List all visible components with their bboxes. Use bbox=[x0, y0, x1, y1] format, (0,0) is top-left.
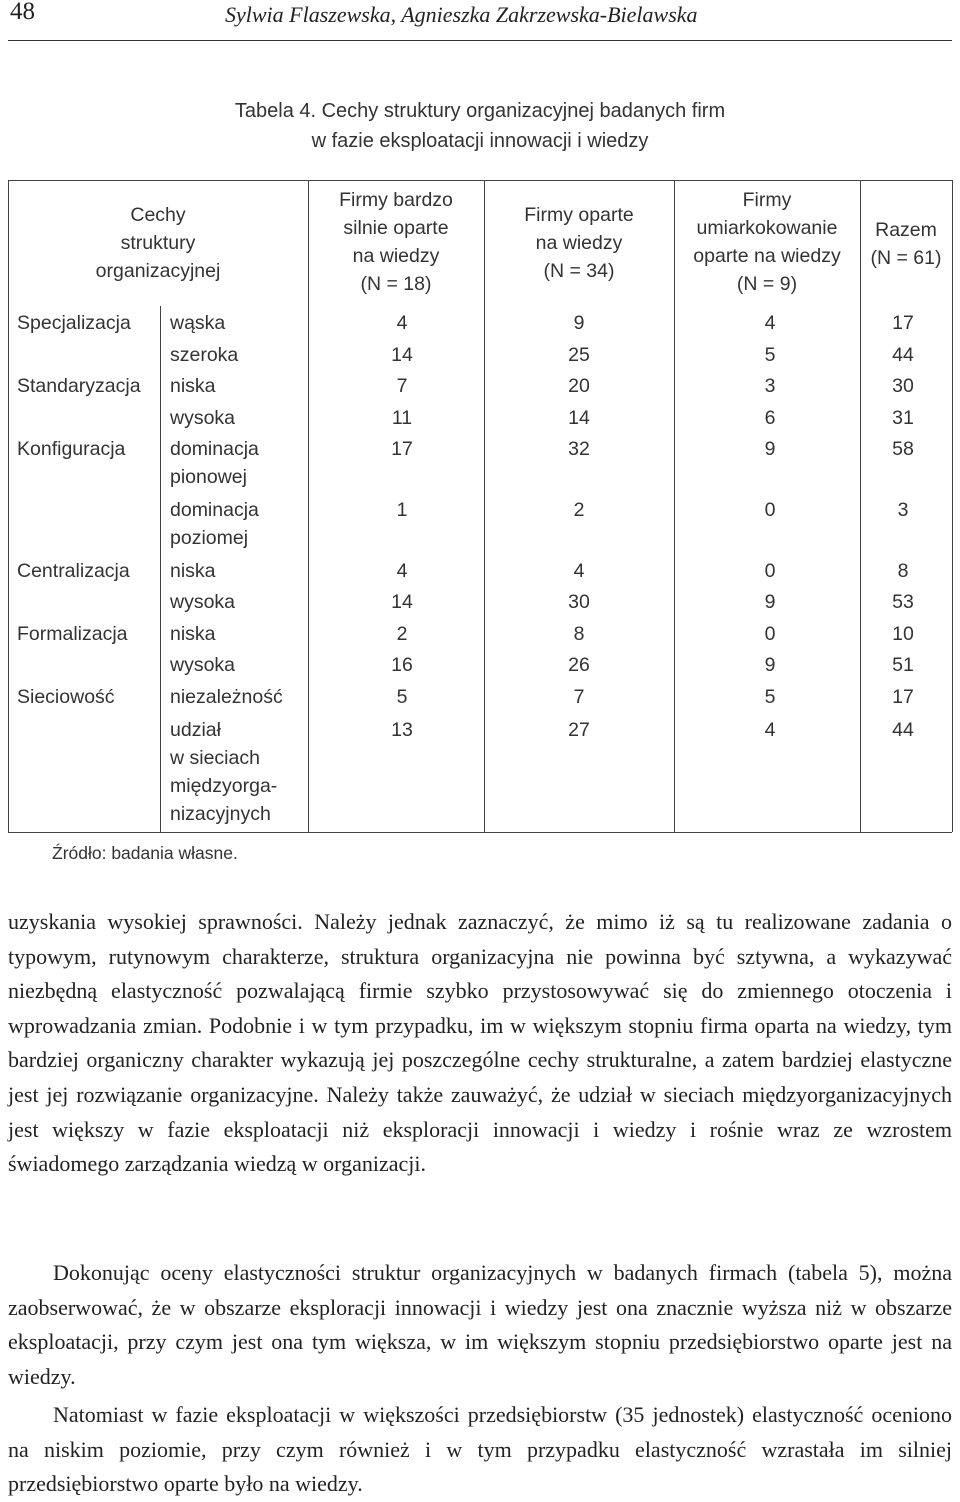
value-cell: 4 bbox=[573, 560, 585, 582]
value-cell: 30 bbox=[568, 591, 590, 613]
value-cell: 11 bbox=[391, 407, 413, 429]
value-cell: 3 bbox=[764, 375, 776, 397]
header-line: Razem bbox=[875, 219, 937, 241]
value-cell: 14 bbox=[568, 407, 590, 429]
value-cell: 20 bbox=[568, 375, 590, 397]
value-cell: 9 bbox=[573, 312, 585, 334]
value-cell: 2 bbox=[573, 499, 585, 521]
value-cell: 6 bbox=[764, 407, 776, 429]
header-rule bbox=[8, 40, 952, 41]
subcategory-line: w sieciach bbox=[170, 747, 260, 769]
value-cell: 4 bbox=[764, 719, 776, 741]
value-cell: 0 bbox=[764, 623, 776, 645]
value-cell: 9 bbox=[764, 591, 776, 613]
value-cell: 2 bbox=[396, 623, 408, 645]
header-line: organizacyjnej bbox=[95, 260, 221, 282]
subcategory-cell: wysoka bbox=[170, 591, 236, 613]
subcategory-cell: niezależność bbox=[170, 686, 283, 708]
header-line: Firmy bbox=[742, 189, 792, 211]
body-paragraph: uzyskania wysokiej sprawności. Należy jednak zaznaczyć, że mimo iż są tu realizowane zadania o typowym, rutynowym charakterze, struktura organizacyjna nie powinna być sztywna, a wykazywać niezbędną elastyczność pozwalającą firmie szybko przystosowywać się do zmiennego otoczenia i wprowadzania zmian. Podobnie i w tym przypadku, im w większym stopniu firma oparta na wiedzy, tym bardziej organiczny charakter wykazują jej poszczególne cechy strukturalne, a zatem bardziej elastyczne jest jej rozwiązanie organizacyjne. Należy także zauważyć, że udział w sieciach międzyorganizacyjnych jest większy w fazie eksploatacji niż eksploracji innowacji i wiedzy i rośnie wraz ze wzrostem świadomego zarządzania wiedzą w organizacji. bbox=[8, 909, 952, 1177]
table-col-divider bbox=[860, 180, 861, 832]
value-cell: 14 bbox=[391, 344, 413, 366]
value-cell: 58 bbox=[892, 438, 914, 460]
value-cell: 31 bbox=[892, 407, 914, 429]
subcategory-line: udział bbox=[170, 719, 221, 741]
header-line: silnie oparte bbox=[343, 217, 449, 239]
value-cell: 0 bbox=[764, 560, 776, 582]
value-cell: 9 bbox=[764, 654, 776, 676]
subcategory-cell: wysoka bbox=[170, 654, 236, 676]
subcategory-cell: niska bbox=[170, 623, 216, 645]
value-cell: 25 bbox=[568, 344, 590, 366]
subcategory-cell bbox=[170, 496, 259, 552]
subcategory-cell: niska bbox=[170, 375, 216, 397]
category-cell: Sieciowość bbox=[17, 686, 115, 708]
value-cell: 4 bbox=[764, 312, 776, 334]
table-caption-line: Tabela 4. Cechy struktury organizacyjnej badanych firm bbox=[234, 100, 726, 122]
value-cell: 17 bbox=[892, 686, 914, 708]
value-cell: 5 bbox=[396, 686, 408, 708]
subcategory-cell bbox=[170, 435, 259, 491]
category-cell: Standaryzacja bbox=[17, 375, 141, 397]
category-cell: Specjalizacja bbox=[17, 312, 131, 334]
table-caption-line: w fazie eksploatacji innowacji i wiedzy bbox=[311, 130, 649, 152]
subcategory-line: pionowej bbox=[170, 466, 247, 488]
value-cell: 4 bbox=[396, 560, 408, 582]
subcategory-cell: szeroka bbox=[170, 344, 239, 366]
header-line: Firmy oparte bbox=[524, 204, 634, 226]
subcategory-line: międzyorga- bbox=[170, 775, 278, 797]
header-line: oparte na wiedzy bbox=[693, 245, 841, 267]
header-line: Cechy bbox=[130, 204, 186, 226]
table-col-divider bbox=[160, 306, 161, 832]
header-line: na wiedzy bbox=[535, 232, 623, 254]
value-cell: 3 bbox=[897, 499, 909, 521]
value-cell: 17 bbox=[391, 438, 413, 460]
header-line: (N = 9) bbox=[736, 273, 798, 295]
subcategory-cell: wąska bbox=[170, 312, 226, 334]
value-cell: 16 bbox=[391, 654, 413, 676]
subcategory-line: dominacja bbox=[170, 438, 259, 460]
value-cell: 8 bbox=[573, 623, 585, 645]
value-cell: 0 bbox=[764, 499, 776, 521]
header-line: struktury bbox=[120, 232, 196, 254]
category-cell: Konfiguracja bbox=[17, 438, 126, 460]
header-line: (N = 61) bbox=[870, 247, 942, 269]
value-cell: 13 bbox=[391, 719, 413, 741]
category-cell: Formalizacja bbox=[17, 623, 128, 645]
header-line: (N = 18) bbox=[360, 273, 432, 295]
header-line: (N = 34) bbox=[543, 260, 615, 282]
col-header-total bbox=[860, 216, 952, 272]
col-header-very-strong bbox=[308, 186, 484, 298]
table-source: Źródło: badania własne. bbox=[52, 843, 238, 863]
table-right-border bbox=[952, 180, 953, 832]
value-cell: 17 bbox=[892, 312, 914, 334]
subcategory-cell: niska bbox=[170, 560, 216, 582]
value-cell: 32 bbox=[568, 438, 590, 460]
subcategory-cell: wysoka bbox=[170, 407, 236, 429]
value-cell: 27 bbox=[568, 719, 590, 741]
value-cell: 44 bbox=[892, 344, 914, 366]
value-cell: 10 bbox=[892, 623, 914, 645]
value-cell: 44 bbox=[892, 719, 914, 741]
value-cell: 14 bbox=[391, 591, 413, 613]
table-bottom-border bbox=[8, 832, 952, 833]
value-cell: 5 bbox=[764, 686, 776, 708]
subcategory-line: poziomej bbox=[170, 527, 249, 549]
header-line: na wiedzy bbox=[352, 245, 440, 267]
value-cell: 5 bbox=[764, 344, 776, 366]
value-cell: 4 bbox=[396, 312, 408, 334]
col-header-moderate bbox=[674, 186, 860, 298]
category-cell: Centralizacja bbox=[17, 560, 130, 582]
table-top-border bbox=[8, 180, 952, 181]
page-number: 48 bbox=[10, 0, 35, 25]
running-title: Sylwia Flaszewska, Agnieszka Zakrzewska-Bielawska bbox=[225, 2, 698, 27]
body-paragraph: Natomiast w fazie eksploatacji w większości przedsiębiorstw (35 jednostek) elastyczność oceniono na niskim poziomie, przy czym również i w tym przypadku elastyczność wzrastała im silniej przedsiębiorstwo oparte było na wiedzy. bbox=[8, 1402, 952, 1497]
value-cell: 30 bbox=[892, 375, 914, 397]
value-cell: 7 bbox=[573, 686, 585, 708]
col-header-feature bbox=[8, 201, 308, 285]
value-cell: 1 bbox=[396, 499, 408, 521]
value-cell: 7 bbox=[396, 375, 408, 397]
subcategory-cell bbox=[170, 716, 277, 828]
table-caption bbox=[80, 96, 880, 156]
col-header-knowledge-based bbox=[484, 201, 674, 285]
value-cell: 9 bbox=[764, 438, 776, 460]
header-line: umiarkokowanie bbox=[696, 217, 838, 239]
header-line: Firmy bardzo bbox=[339, 189, 453, 211]
value-cell: 8 bbox=[897, 560, 909, 582]
value-cell: 51 bbox=[892, 654, 914, 676]
body-paragraph: Dokonując oceny elastyczności struktur organizacyjnych w badanych firmach (tabela 5), można zaobserwować, że w obszarze eksploracji innowacji i wiedzy jest ona znacznie wyższa niż w obszarze eksploatacji, przy czym jest ona tym większa, w im większym stopniu przedsiębiorstwo oparte jest na wiedzy. bbox=[8, 1260, 952, 1389]
value-cell: 53 bbox=[892, 591, 914, 613]
data-table bbox=[8, 180, 952, 832]
subcategory-line: nizacyjnych bbox=[170, 803, 271, 825]
value-cell: 26 bbox=[568, 654, 590, 676]
subcategory-line: dominacja bbox=[170, 499, 259, 521]
